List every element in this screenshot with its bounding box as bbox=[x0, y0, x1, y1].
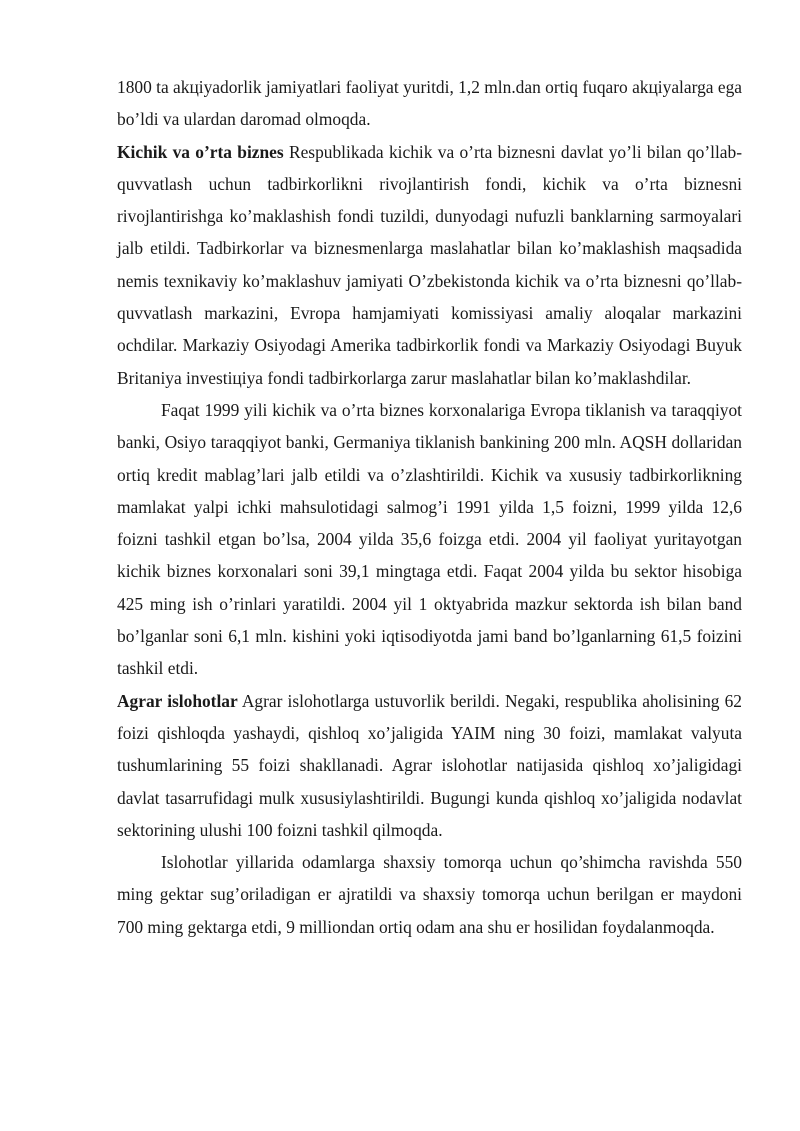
document-page bbox=[117, 71, 742, 943]
paragraph-shareholders bbox=[117, 71, 742, 136]
paragraph-text: Islohotlar yillarida odamlarga shaxsiy tomorqa uchun qo’shimcha ravishda 550 ming gektar sug’oriladigan er ajratildi va shaxsiy tomorqa uchun berilgan er maydoni 700 ming gektarga etdi, 9 milliondan ortiq odam ana shu er hosilidan foydalanmoqda. bbox=[117, 852, 742, 937]
paragraph-agrarian-reforms bbox=[117, 685, 742, 846]
paragraph-text: Agrar islohotlarga ustuvorlik berildi. Negaki, respublika aholisining 62 foizi qishloqda yashaydi, qishloq xo’jaligida YAIM ning 30 foizi, mamlakat valyuta tushumlarining 55 foizi shakllanadi. Agrar islohotlar natijasida qishloq xo’jaligidagi davlat tasarrufidagi mulk xususiylashtirildi. Bugungi kunda qishloq xo’jaligida nodavlat sektorining ulushi 100 foizni tashkil qilmoqda. bbox=[117, 690, 742, 840]
section-heading-agrarian-reforms: Agrar islohotlar bbox=[117, 690, 238, 711]
paragraph-land-plots bbox=[117, 846, 742, 943]
section-heading-small-business: Kichik va o’rta biznes bbox=[117, 141, 284, 162]
paragraph-text: 1800 ta akцiyadorlik jamiyatlari faoliyat yuritdi, 1,2 mln.dan ortiq fuqaro akцiyalarga ega bo’ldi va ulardan daromad olmoqda. bbox=[117, 77, 742, 130]
paragraph-text: Respublikada kichik va o’rta biznesni davlat yo’li bilan qo’llab-quvvatlash uchun tadbirkorlikni rivojlantirish fondi, kichik va o’rta biznesni rivojlantirishga ko’maklashish fondi tuzildi, dunyodagi nufuzli banklarning sarmoyalari jalb etildi. Tadbirkorlar va biznesmenlarga maslahatlar bilan ko’maklashish maqsadida nemis texnikaviy ko’maklashuv jamiyati O’zbekistonda kichik va o’rta biznesni qo’llab-quvvatlash markazini, Evropa hamjamiyati komissiyasi amaliy aloqalar markazini ochdilar. Markaziy Osiyodagi Amerika tadbirkorlik fondi va Markaziy Osiyodagi Buyuk Britaniya investiцiya fondi tadbirkorlarga zarur maslahatlar bilan ko’maklashdilar. bbox=[117, 141, 742, 388]
paragraph-credit-statistics bbox=[117, 394, 742, 685]
paragraph-small-business bbox=[117, 136, 742, 394]
paragraph-text: Faqat 1999 yili kichik va o’rta biznes korxonalariga Evropa tiklanish va taraqqiyot banki, Osiyo taraqqiyot banki, Germaniya tiklanish bankining 200 mln. AQSH dollaridan ortiq kredit mablag’lari jalb etildi va o’zlashtirildi. Kichik va xususiy tadbirkorlikning mamlakat yalpi ichki mahsulotidagi salmog’i 1991 yilda 1,5 foizni, 1999 yilda 12,6 foizni tashkil etgan bo’lsa, 2004 yilda 35,6 foizga etdi. 2004 yil faoliyat yuritayotgan kichik biznes korxonalari soni 39,1 mingtaga etdi. Faqat 2004 yilda bu sektor hisobiga 425 ming ish o’rinlari yaratildi. 2004 yil 1 oktyabrida mazkur sektorda ish bilan band bo’lganlar soni 6,1 mln. kishini yoki iqtisodiyotda jami band bo’lganlarning 61,5 foizini tashkil etdi. bbox=[117, 399, 742, 679]
